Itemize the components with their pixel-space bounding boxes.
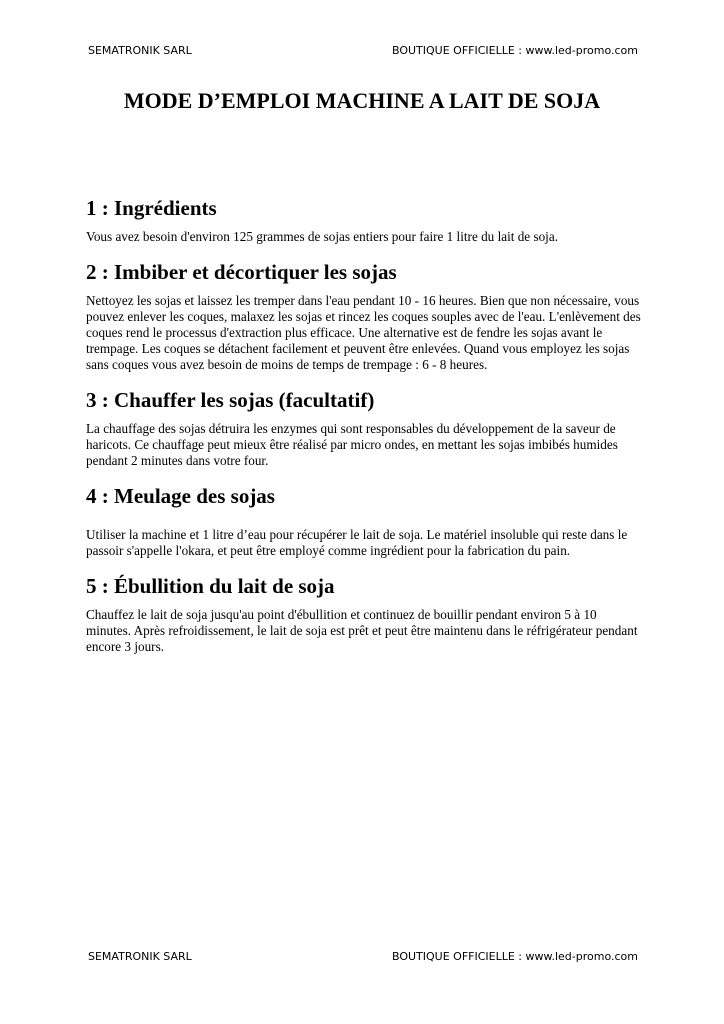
section-heading-soak: 2 : Imbiber et décortiquer les sojas xyxy=(86,260,397,284)
document-body xyxy=(86,195,642,669)
page-header xyxy=(88,44,638,57)
footer-shop: BOUTIQUE OFFICIELLE : www.led-promo.com xyxy=(391,950,638,963)
header-shop: BOUTIQUE OFFICIELLE : www.led-promo.com xyxy=(391,44,638,57)
section-heading-grind: 4 : Meulage des sojas xyxy=(86,484,275,508)
page-footer xyxy=(88,950,638,963)
section-heading-heat: 3 : Chauffer les sojas (facultatif) xyxy=(86,388,375,412)
section-text-boil: Chauffez le lait de soja jusqu'au point d'ébullition et continuez de bouillir pendant environ 5 à 10 minutes. Après refroidissement, le lait de soja est prêt et peut être maintenu dans le réfrigérateur pendant encore 3 jours. xyxy=(86,607,638,654)
section-text-soak: Nettoyez les sojas et laissez les tremper dans l'eau pendant 10 - 16 heures. Bien que non nécessaire, vous pouvez enlever les coques, malaxez les sojas et rincez les coques souples avec de l'eau. L'enlèvement des coques rend le processus d'extraction plus efficace. Une alternative est de fendre les sojas avant le trempage. Les coques se détachent facilement et peuvent être enlevées. Quand vous employez les sojas sans coques vous avez besoin de moins de temps de trempage : 6 - 8 heures. xyxy=(86,293,641,372)
section-heading-boil: 5 : Ébullition du lait de soja xyxy=(86,574,335,598)
header-company: SEMATRONIK SARL xyxy=(88,44,192,57)
section-text-grind: Utiliser la machine et 1 litre d’eau pour récupérer le lait de soja. Le matériel insoluble qui reste dans le passoir s'appelle l'okara, et peut être employé comme ingrédient pour la fabrication du pain. xyxy=(86,527,628,558)
section-heading-ingredients: 1 : Ingrédients xyxy=(86,196,217,220)
section-text-ingredients: Vous avez besoin d'environ 125 grammes de sojas entiers pour faire 1 litre du lait de soja. xyxy=(86,229,558,244)
footer-company: SEMATRONIK SARL xyxy=(88,950,192,963)
document-title: MODE D’EMPLOI MACHINE A LAIT DE SOJA xyxy=(123,88,601,113)
section-text-heat: La chauffage des sojas détruira les enzymes qui sont responsables du développement de la saveur de haricots. Ce chauffage peut mieux être réalisé par micro ondes, en mettant les sojas imbibés humides pendant 2 minutes dans votre four. xyxy=(86,421,618,468)
